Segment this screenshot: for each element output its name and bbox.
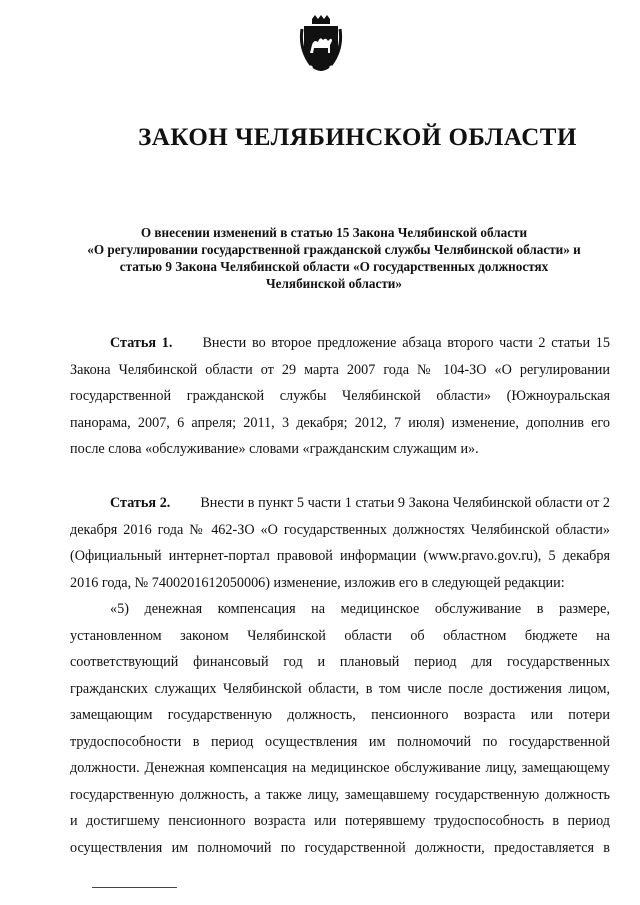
article-2 — [70, 490, 610, 861]
paragraph-line: гражданских служащих Челябинской области, в том числе после достижения лицом, — [70, 680, 610, 697]
page-title: ЗАКОН ЧЕЛЯБИНСКОЙ ОБЛАСТИ — [138, 124, 577, 151]
article-1-first-line — [70, 330, 610, 357]
article-1 — [70, 330, 610, 463]
paragraph-line: после слова «обслуживание» словами «гражданским служащим и». — [70, 441, 479, 457]
paragraph-line: и достигшему пенсионного возраста или потерявшему трудоспособность в период — [70, 813, 610, 829]
paragraph-line: должности. Денежная компенсация на медицинское обслуживание лицу, замещающему — [70, 760, 610, 776]
article-2-label: Статья 2. — [110, 495, 171, 511]
paragraph-line: государственную должность, а также лицу, замещавшему государственную должность — [70, 786, 610, 803]
subtitle-line: статью 9 Закона Челябинской области «О государственных должностях — [119, 259, 549, 274]
paragraph-line: 2016 года, № 7400201612050006) изменение, изложив его в следующей редакции: — [70, 574, 565, 591]
paragraph-line: декабря 2016 года № 462-ЗО «О государственных должностях Челябинской области» — [70, 521, 610, 538]
article-2-first-line — [70, 490, 610, 517]
coat-of-arms-icon — [299, 15, 343, 73]
paragraph-line: Внести в пункт 5 части 1 статьи 9 Закона Челябинской области от 2 — [200, 495, 610, 511]
paragraph-line: (Официальный интернет-портал правовой информации (www.pravo.gov.ru), 5 декабря — [70, 548, 610, 564]
subtitle-line: О внесении изменений в статью 15 Закона Челябинской области — [140, 225, 528, 240]
paragraph-line: трудоспособности в период осуществления им полномочий по государственной — [70, 733, 610, 750]
paragraph-line: соответствующий финансовый год и плановый период для государственных — [70, 654, 610, 670]
subtitle-line: Челябинской области» — [266, 276, 402, 291]
subtitle-line: «О регулировании государственной гражданской службы Челябинской области» и — [87, 242, 581, 257]
paragraph-line: панорама, 2007, 6 апреля; 2011, 3 декабря; 2012, 7 июля) изменение, дополнив его — [70, 414, 610, 431]
paragraph-line: осуществления им полномочий по государственной должности, предоставляется в — [70, 839, 610, 856]
footer-divider — [92, 887, 177, 888]
paragraph-line: Закона Челябинской области от 29 марта 2007 года № 104-ЗО «О регулировании — [70, 361, 610, 378]
article-1-label: Статья 1. — [110, 335, 173, 351]
paragraph-line: замещающим государственную должность, пенсионного возраста или потери — [70, 707, 610, 723]
law-subtitle — [64, 224, 604, 292]
paragraph-line: государственной гражданской службы Челябинской области» (Южноуральская — [70, 388, 610, 404]
paragraph-line: Внести во второе предложение абзаца второго части 2 статьи 15 — [202, 335, 610, 351]
paragraph-line: установленном законом Челябинской области об областном бюджете на — [70, 627, 610, 644]
paragraph-line: «5) денежная компенсация на медицинское обслуживание в размере, — [110, 601, 610, 617]
